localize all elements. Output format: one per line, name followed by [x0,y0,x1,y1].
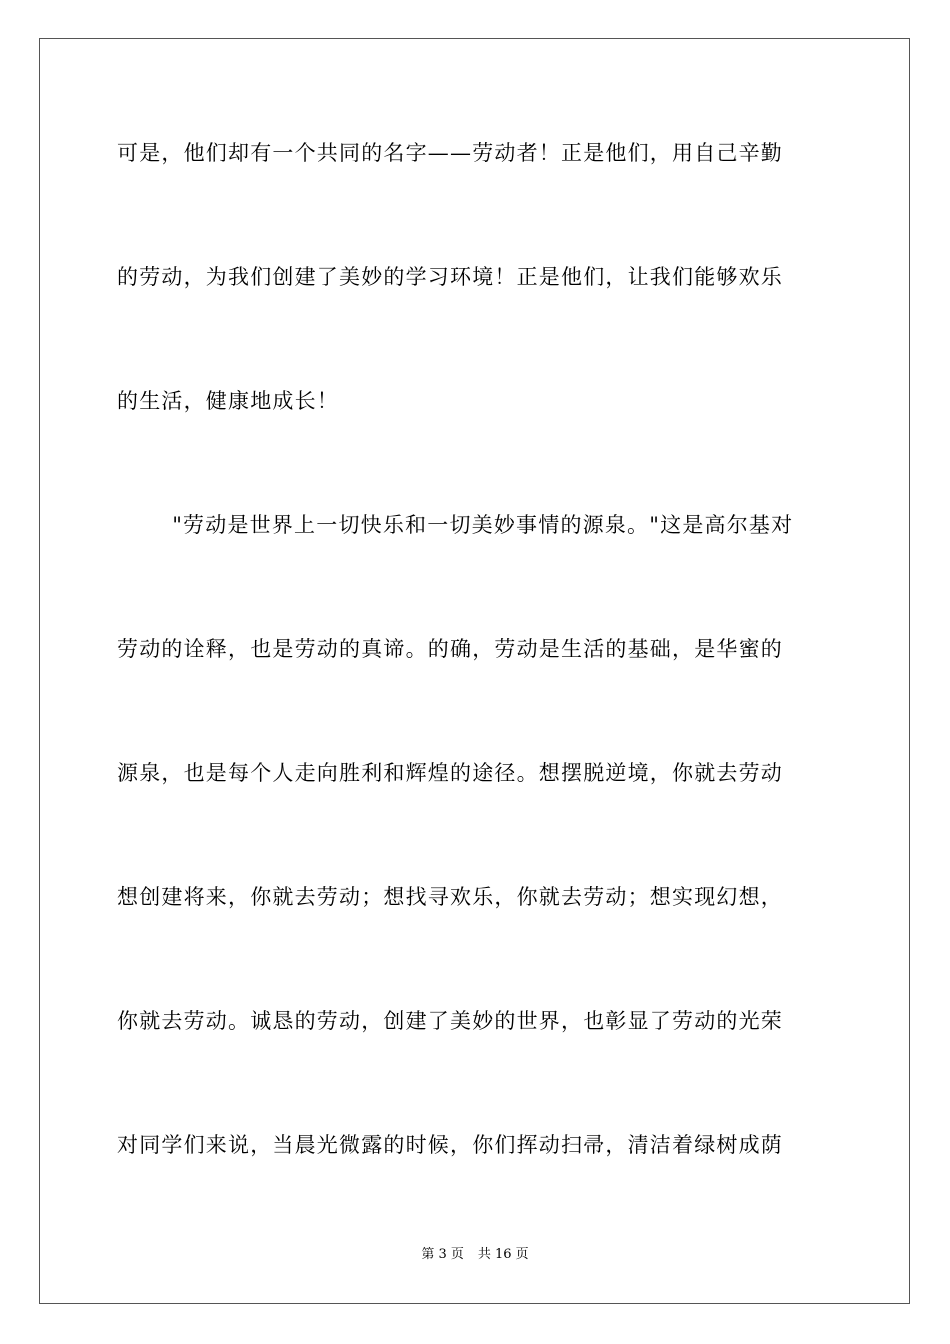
paragraph-line-6: 源泉，也是每个人走向胜利和辉煌的途径。想摆脱逆境，你就去劳动 [117,761,783,785]
paragraph-line-3: 的生活，健康地成长！ [117,389,339,413]
paragraph-line-1: 可是，他们却有一个共同的名字——劳动者！正是他们，用自己辛勤 [117,141,783,165]
paragraph-line-9: 对同学们来说，当晨光微露的时候，你们挥动扫帚，清洁着绿树成荫 [117,1133,783,1157]
page-border [39,38,910,1304]
paragraph-line-7: 想创建将来，你就去劳动；想找寻欢乐，你就去劳动；想实现幻想， [117,885,783,909]
paragraph-line-2: 的劳动，为我们创建了美妙的学习环境！正是他们，让我们能够欢乐 [117,265,783,289]
paragraph-line-5: 劳动的诠释，也是劳动的真谛。的确，劳动是生活的基础，是华蜜的 [117,637,783,661]
page-footer [0,1246,950,1264]
paragraph-line-8: 你就去劳动。诚恳的劳动，创建了美妙的世界，也彰显了劳动的光荣 [117,1009,783,1033]
page-total: 共 16 页 [477,1247,529,1262]
page-number: 第 3 页 [421,1247,464,1262]
paragraph-line-4: "劳动是世界上一切快乐和一切美妙事情的源泉。"这是高尔基对 [150,513,794,537]
